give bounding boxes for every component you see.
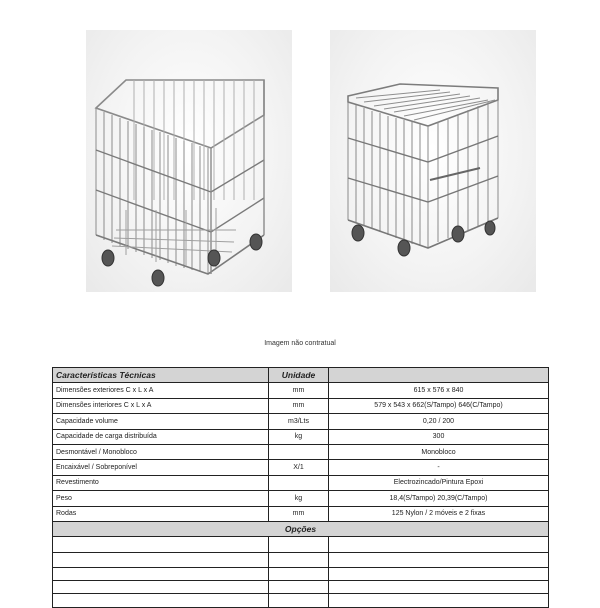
options-title: Opções [53,521,549,536]
spec-value: 18,4(S/Tampo) 20,39(C/Tampo) [329,491,549,506]
option-cell [269,568,329,581]
option-cell [53,594,269,607]
table-row [53,475,549,490]
spec-value: - [329,460,549,475]
option-cell [53,581,269,594]
spec-value: Monobloco [329,444,549,459]
option-cell [329,552,549,567]
spec-label: Dimensões exteriores C x L x A [53,383,269,398]
table-header-row [53,368,549,383]
option-cell [329,568,549,581]
table-row [53,506,549,521]
option-cell [53,552,269,567]
spec-unit: kg [269,429,329,444]
spec-unit: mm [269,506,329,521]
table-row [53,414,549,429]
spec-value: 300 [329,429,549,444]
table-row [53,429,549,444]
wire-cart-image [86,30,292,292]
option-cell [329,594,549,607]
header-value [329,368,549,383]
option-cell [53,568,269,581]
wire-cart-lid-image [330,30,536,292]
spec-unit [269,444,329,459]
spec-value: 125 Nylon / 2 móveis e 2 fixas [329,506,549,521]
spec-value: 0,20 / 200 [329,414,549,429]
spec-unit [269,475,329,490]
spec-value: Electrozincado/Pintura Epoxi [329,475,549,490]
spec-label: Encaixável / Sobreponível [53,460,269,475]
product-photo-open-cart [86,30,292,292]
options-row [53,581,549,594]
table-row [53,444,549,459]
spec-unit: m3/Lts [269,414,329,429]
options-row [53,594,549,607]
table-row [53,383,549,398]
option-cell [329,581,549,594]
option-cell [269,581,329,594]
table-row [53,491,549,506]
options-row [53,552,549,567]
option-cell [269,537,329,552]
spec-value: 615 x 576 x 840 [329,383,549,398]
spec-label: Revestimento [53,475,269,490]
technical-specs-table [52,367,549,608]
spec-label: Peso [53,491,269,506]
spec-label: Rodas [53,506,269,521]
options-row [53,537,549,552]
options-row [53,568,549,581]
header-characteristics: Características Técnicas [53,368,269,383]
header-unit: Unidade [269,368,329,383]
spec-value: 579 x 543 x 662(S/Tampo) 646(C/Tampo) [329,398,549,413]
spec-label: Dimensões interiores C x L x A [53,398,269,413]
table-row [53,398,549,413]
options-header-row [53,521,549,536]
spec-unit: kg [269,491,329,506]
spec-unit: X/1 [269,460,329,475]
image-disclaimer: Imagem não contratual [264,340,336,347]
option-cell [53,537,269,552]
spec-label: Capacidade volume [53,414,269,429]
spec-label: Capacidade de carga distribuída [53,429,269,444]
option-cell [329,537,549,552]
product-photo-lidded-cart [330,30,536,292]
option-cell [269,552,329,567]
spec-label: Desmontável / Monobloco [53,444,269,459]
table-row [53,460,549,475]
option-cell [269,594,329,607]
spec-unit: mm [269,383,329,398]
spec-unit: mm [269,398,329,413]
